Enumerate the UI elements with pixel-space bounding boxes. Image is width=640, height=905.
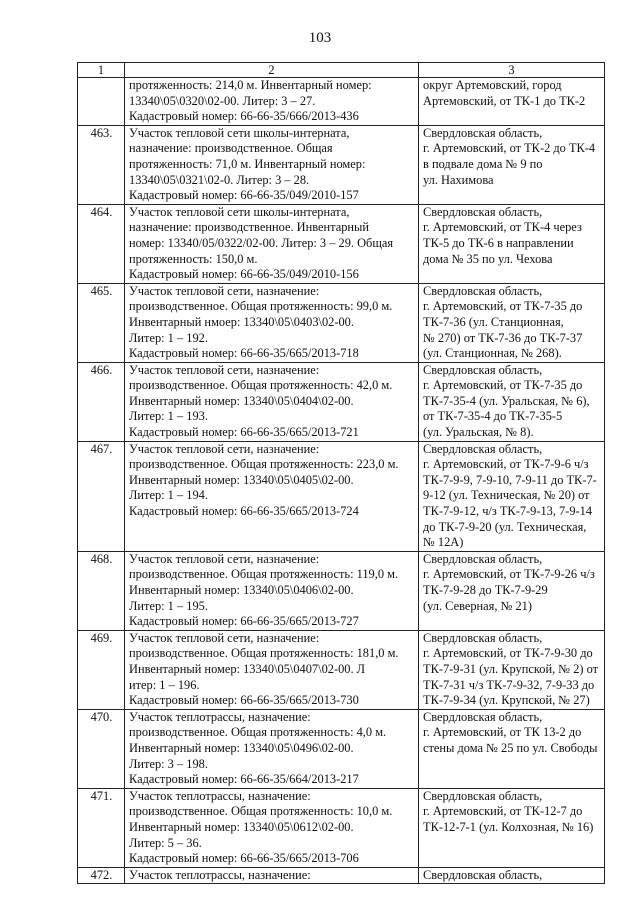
address-line: (ул. Северная, № 21) bbox=[423, 598, 533, 613]
description-line: Кадастровый номер: 66-66-35/665/2013-727 bbox=[129, 614, 359, 629]
description-line: Литер: 1 – 193. bbox=[129, 409, 208, 424]
description-line: Инвентарный номер: 13340\05\0612\02-00. bbox=[129, 819, 354, 834]
description-line: Участок тепловой сети школы-интерната, bbox=[129, 125, 350, 140]
object-address bbox=[419, 441, 605, 551]
table-header-row bbox=[78, 63, 605, 78]
object-address bbox=[419, 788, 605, 867]
address-line: ТК-7-9-31 (ул. Крупской, № 2) от bbox=[423, 661, 599, 676]
description-line: назначение: производственное. Инвентарный bbox=[129, 220, 369, 235]
description-line: Инвентарный номер: 13340\05\0407\02-00. Л bbox=[129, 661, 366, 676]
address-line: г. Артемовский, от ТК 13-2 до bbox=[423, 725, 582, 740]
address-line: Артемовский, от ТК-1 до ТК-2 bbox=[423, 93, 586, 108]
address-line: ТК-7-36 (ул. Станционная, bbox=[423, 314, 564, 329]
address-line: ТК-7-31 ч/з ТК-7-9-32, 7-9-33 до bbox=[423, 677, 595, 692]
description-line: производственное. Общая протяженность: 4,0 м. bbox=[129, 725, 387, 740]
description-line: Инвентарный нмоер: 13340\05\0403\02-00. bbox=[129, 314, 354, 329]
address-line: г. Артемовский, от ТК-7-9-26 ч/з bbox=[423, 567, 595, 582]
row-number: 468. bbox=[78, 551, 125, 630]
description-line: итер: 1 – 196. bbox=[129, 677, 200, 692]
row-number: 465. bbox=[78, 283, 125, 362]
registry-table bbox=[77, 62, 605, 884]
description-line: Кадастровый номер: 66-66-35/665/2013-721 bbox=[129, 425, 359, 440]
object-description bbox=[125, 630, 419, 709]
address-line: Свердловская область, bbox=[423, 551, 543, 566]
table-row bbox=[78, 788, 605, 867]
description-line: Литер: 1 – 192. bbox=[129, 330, 208, 345]
object-address bbox=[419, 867, 605, 884]
description-line: Участок тепловой сети, назначение: bbox=[129, 441, 320, 456]
row-number: 470. bbox=[78, 709, 125, 788]
description-line: производственное. Общая протяженность: 119,0 м. bbox=[129, 567, 399, 582]
description-line: назначение: производственное. Общая bbox=[129, 141, 333, 156]
description-line: номер: 13340/05/0322/02-00. Литер: 3 – 29. Общая bbox=[129, 235, 394, 250]
address-line: ТК-7-9-12, ч/з ТК-7-9-13, 7-9-14 bbox=[423, 504, 593, 519]
address-line: Свердловская область, bbox=[423, 125, 543, 140]
address-line: г. Артемовский, от ТК-4 через bbox=[423, 220, 582, 235]
row-number: 469. bbox=[78, 630, 125, 709]
object-address bbox=[419, 630, 605, 709]
address-line: г. Артемовский, от ТК-7-35 до bbox=[423, 299, 583, 314]
description-line: Литер: 3 – 198. bbox=[129, 756, 208, 771]
description-line: Кадастровый номер: 66-66-35/049/2010-156 bbox=[129, 267, 359, 282]
description-line: Литер: 5 – 36. bbox=[129, 835, 202, 850]
row-number: 472. bbox=[78, 867, 125, 884]
address-line: ул. Нахимова bbox=[423, 172, 494, 187]
object-address bbox=[419, 362, 605, 441]
address-line: (ул. Уральская, № 8). bbox=[423, 425, 534, 440]
address-line: в подвале дома № 9 по bbox=[423, 156, 543, 171]
address-line: ТК-12-7-1 (ул. Колхозная, № 16) bbox=[423, 819, 594, 834]
address-line: ТК-7-9-34 (ул. Крупской, № 27) bbox=[423, 693, 590, 708]
description-line: Участок тепловой сети, назначение: bbox=[129, 551, 320, 566]
row-number: 467. bbox=[78, 441, 125, 551]
address-line: г. Артемовский, от ТК-12-7 до bbox=[423, 804, 583, 819]
description-line: Инвентарный номер: 13340\05\0496\02-00. bbox=[129, 740, 354, 755]
address-line: № 12А) bbox=[423, 535, 464, 550]
description-line: протяженность: 150,0 м. bbox=[129, 251, 258, 266]
address-line: ТК-7-9-28 до ТК-7-9-29 bbox=[423, 583, 548, 597]
table-body bbox=[78, 78, 605, 884]
address-line: 9-12 (ул. Техническая, № 20) от bbox=[423, 488, 590, 503]
row-number: 464. bbox=[78, 204, 125, 283]
description-line: Кадастровый номер: 66-66-35/664/2013-217 bbox=[129, 772, 359, 787]
address-line: № 270) от ТК-7-36 до ТК-7-37 bbox=[423, 330, 583, 345]
object-address bbox=[419, 125, 605, 204]
description-line: Кадастровый номер: 66-66-35/666/2013-436 bbox=[129, 109, 359, 124]
object-description bbox=[125, 709, 419, 788]
description-line: Кадастровый номер: 66-66-35/665/2013-718 bbox=[129, 346, 359, 361]
description-line: Кадастровый номер: 66-66-35/665/2013-706 bbox=[129, 851, 359, 866]
address-line: ТК-7-9-9, 7-9-10, 7-9-11 до ТК-7- bbox=[423, 472, 597, 487]
row-number: 471. bbox=[78, 788, 125, 867]
table-row bbox=[78, 125, 605, 204]
table-row bbox=[78, 362, 605, 441]
object-description bbox=[125, 788, 419, 867]
object-address bbox=[419, 283, 605, 362]
description-line: Участок тепловой сети школы-интерната, bbox=[129, 204, 350, 219]
address-line: Свердловская область, bbox=[423, 867, 543, 882]
description-line: Участок тепловой сети, назначение: bbox=[129, 362, 320, 377]
object-address bbox=[419, 78, 605, 126]
object-description bbox=[125, 441, 419, 551]
address-line: Свердловская область, bbox=[423, 630, 543, 645]
table-row bbox=[78, 630, 605, 709]
address-line: ТК-5 до ТК-6 в направлении bbox=[423, 235, 574, 250]
object-description bbox=[125, 78, 419, 126]
row-number: 463. bbox=[78, 125, 125, 204]
address-line: (ул. Станционная, № 268). bbox=[423, 346, 562, 361]
description-line: Инвентарный номер: 13340\05\0405\02-00. bbox=[129, 472, 354, 487]
description-line: 13340\05\0321\02-0. Литер: 3 – 28. bbox=[129, 172, 310, 187]
address-line: г. Артемовский, от ТК-7-9-30 до bbox=[423, 646, 593, 661]
table-row bbox=[78, 709, 605, 788]
description-line: производственное. Общая протяженность: 42,0 м. bbox=[129, 378, 393, 393]
object-description bbox=[125, 362, 419, 441]
address-line: Свердловская область, bbox=[423, 788, 543, 803]
row-number: 466. bbox=[78, 362, 125, 441]
description-line: Участок теплотрассы, назначение: bbox=[129, 709, 311, 724]
description-line: Кадастровый номер: 66-66-35/049/2010-157 bbox=[129, 188, 359, 203]
object-description bbox=[125, 125, 419, 204]
address-line: г. Артемовский, от ТК-2 до ТК-4 bbox=[423, 141, 596, 156]
description-line: Литер: 1 – 194. bbox=[129, 488, 208, 503]
description-line: производственное. Общая протяженность: 10,0 м. bbox=[129, 804, 393, 819]
description-line: Участок теплотрассы, назначение: bbox=[129, 867, 311, 882]
description-line: Участок теплотрассы, назначение: bbox=[129, 788, 311, 803]
table-row bbox=[78, 78, 605, 126]
description-line: Участок тепловой сети, назначение: bbox=[129, 283, 320, 298]
address-line: Свердловская область, bbox=[423, 709, 543, 724]
object-address bbox=[419, 551, 605, 630]
column-header-1: 1 bbox=[78, 63, 125, 78]
address-line: стены дома № 25 по ул. Свободы bbox=[423, 740, 598, 755]
address-line: Свердловская область, bbox=[423, 441, 543, 456]
object-address bbox=[419, 204, 605, 283]
description-line: производственное. Общая протяженность: 223,0 м. bbox=[129, 457, 399, 472]
address-line: от ТК-7-35-4 до ТК-7-35-5 bbox=[423, 409, 563, 424]
description-line: 13340\05\0320\02-00. Литер: 3 – 27. bbox=[129, 93, 316, 108]
page-number: 103 bbox=[308, 30, 332, 46]
description-line: Инвентарный номер: 13340\05\0406\02-00. bbox=[129, 583, 354, 597]
table-row bbox=[78, 283, 605, 362]
address-line: Свердловская область, bbox=[423, 362, 543, 377]
address-line: г. Артемовский, от ТК-7-9-6 ч/з bbox=[423, 457, 589, 472]
description-line: производственное. Общая протяженность: 181,0 м. bbox=[129, 646, 399, 661]
description-line: Участок тепловой сети, назначение: bbox=[129, 630, 320, 645]
table-row bbox=[78, 551, 605, 630]
address-line: ТК-7-35-4 (ул. Уральская, № 6), bbox=[423, 393, 590, 408]
object-description bbox=[125, 551, 419, 630]
description-line: протяженность: 71,0 м. Инвентарный номер: bbox=[129, 156, 366, 171]
address-line: дома № 35 по ул. Чехова bbox=[423, 251, 553, 266]
description-line: Инвентарный номер: 13340\05\0404\02-00. bbox=[129, 393, 354, 408]
address-line: г. Артемовский, от ТК-7-35 до bbox=[423, 378, 583, 393]
table-row bbox=[78, 204, 605, 283]
description-line: Кадастровый номер: 66-66-35/665/2013-724 bbox=[129, 504, 359, 519]
object-description bbox=[125, 867, 419, 884]
description-line: протяженность: 214,0 м. Инвентарный номер: bbox=[129, 78, 372, 92]
table-row bbox=[78, 867, 605, 884]
object-description bbox=[125, 283, 419, 362]
address-line: до ТК-7-9-20 (ул. Техническая, bbox=[423, 519, 587, 534]
object-description bbox=[125, 204, 419, 283]
description-line: производственное. Общая протяженность: 99,0 м. bbox=[129, 299, 393, 314]
column-header-3: 3 bbox=[419, 63, 605, 78]
object-address bbox=[419, 709, 605, 788]
column-header-2: 2 bbox=[125, 63, 419, 78]
address-line: Свердловская область, bbox=[423, 283, 543, 298]
row-number bbox=[78, 78, 125, 126]
description-line: Кадастровый номер: 66-66-35/665/2013-730 bbox=[129, 693, 359, 708]
address-line: округ Артемовский, город bbox=[423, 78, 562, 92]
table-row bbox=[78, 441, 605, 551]
description-line: Литер: 1 – 195. bbox=[129, 598, 208, 613]
address-line: Свердловская область, bbox=[423, 204, 543, 219]
